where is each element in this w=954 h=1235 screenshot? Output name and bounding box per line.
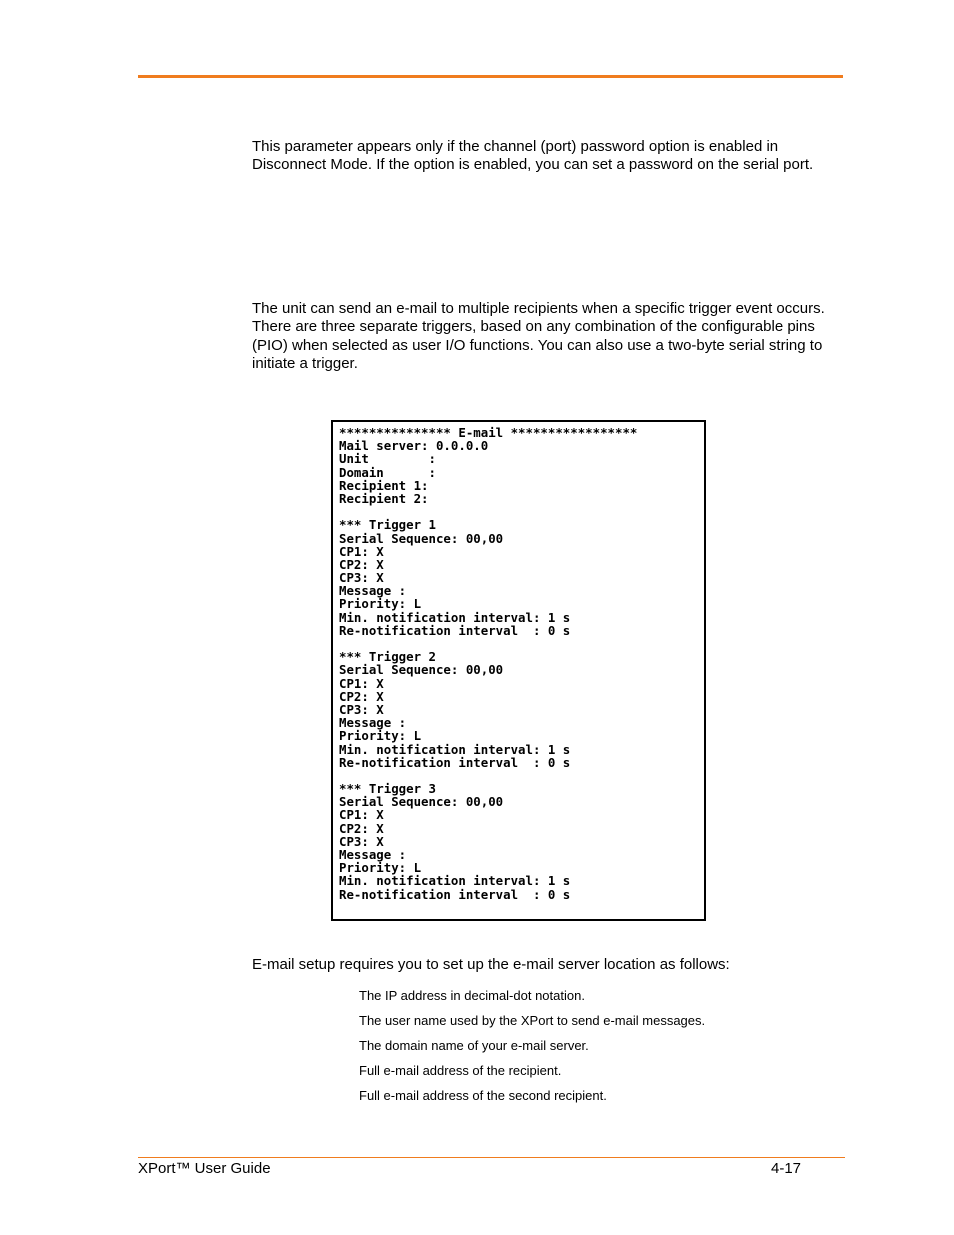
footer-title: XPort™ User Guide — [138, 1160, 271, 1177]
terminal-line: Re-notification interval : 0 s — [339, 886, 571, 902]
footer-rule — [138, 1157, 845, 1158]
terminal-line: Serial Sequence: 00,00 — [339, 530, 504, 546]
terminal-line: CP3: X — [339, 570, 384, 586]
terminal-line: CP1: X — [339, 675, 384, 691]
footer-page-number: 4-17 — [771, 1160, 802, 1177]
terminal-line: Priority: L — [339, 596, 422, 612]
terminal-line: Message : — [339, 715, 407, 731]
terminal-line: CP1: X — [339, 807, 384, 823]
terminal-line: Recipient 2: — [339, 490, 429, 506]
terminal-line: CP3: X — [339, 833, 384, 849]
terminal-line: *** Trigger 2 — [339, 649, 436, 665]
terminal-line: Recipient 1: — [339, 477, 429, 493]
terminal-line: Unit : — [339, 451, 436, 467]
terminal-line: *** Trigger 3 — [339, 781, 436, 797]
terminal-line: Re-notification interval : 0 s — [339, 622, 571, 638]
terminal-line: CP2: X — [339, 556, 384, 572]
terminal-line: Re-notification interval : 0 s — [339, 754, 571, 770]
setup-item-unit: The user name used by the XPort to send e-mail messages. — [359, 1013, 706, 1028]
terminal-line: Message : — [339, 847, 407, 862]
terminal-line: Min. notification interval: 1 s — [339, 741, 571, 757]
email-intro-paragraph: The unit can send an e-mail to multiple recipients when a specific trigger event occurs. There are three separate triggers, based on any combination of the configurable pins (PIO) when selected as user I/O functions. You can also use a two-byte serial string to initiate a trigger. — [252, 300, 825, 372]
terminal-line: CP2: X — [339, 820, 384, 836]
email-settings-screenshot — [331, 420, 706, 921]
terminal-line: Min. notification interval: 1 s — [339, 609, 571, 625]
terminal-line: Serial Sequence: 00,00 — [339, 662, 504, 678]
terminal-line: CP1: X — [339, 543, 384, 559]
setup-item-mail-server: The IP address in decimal-dot notation. — [359, 988, 585, 1003]
email-setup-paragraph: E-mail setup requires you to set up the e-mail server location as follows: — [252, 956, 730, 973]
terminal-line: Min. notification interval: 1 s — [339, 873, 571, 889]
terminal-output — [339, 426, 637, 901]
terminal-line: *************** E-mail ***************** — [339, 425, 638, 440]
terminal-line: Priority: L — [339, 860, 422, 876]
terminal-line: CP2: X — [339, 688, 384, 704]
terminal-line: Domain : — [339, 464, 436, 480]
terminal-line: Message : — [339, 583, 407, 599]
setup-item-recipient-1: Full e-mail address of the recipient. — [359, 1063, 562, 1078]
terminal-line: CP3: X — [339, 701, 384, 717]
terminal-line: *** Trigger 1 — [339, 517, 436, 533]
terminal-line: Mail server: 0.0.0.0 — [339, 438, 489, 454]
setup-items-list — [359, 988, 705, 1113]
setup-item-recipient-2: Full e-mail address of the second recipient. — [359, 1088, 607, 1103]
port-password-paragraph: This parameter appears only if the channel (port) password option is enabled in Disconnect Mode. If the option is enabled, you can set a password on the serial port. — [252, 138, 814, 174]
setup-item-domain: The domain name of your e-mail server. — [359, 1038, 589, 1053]
header-rule — [138, 75, 843, 78]
terminal-line: Priority: L — [339, 728, 422, 744]
terminal-line: Serial Sequence: 00,00 — [339, 794, 504, 810]
